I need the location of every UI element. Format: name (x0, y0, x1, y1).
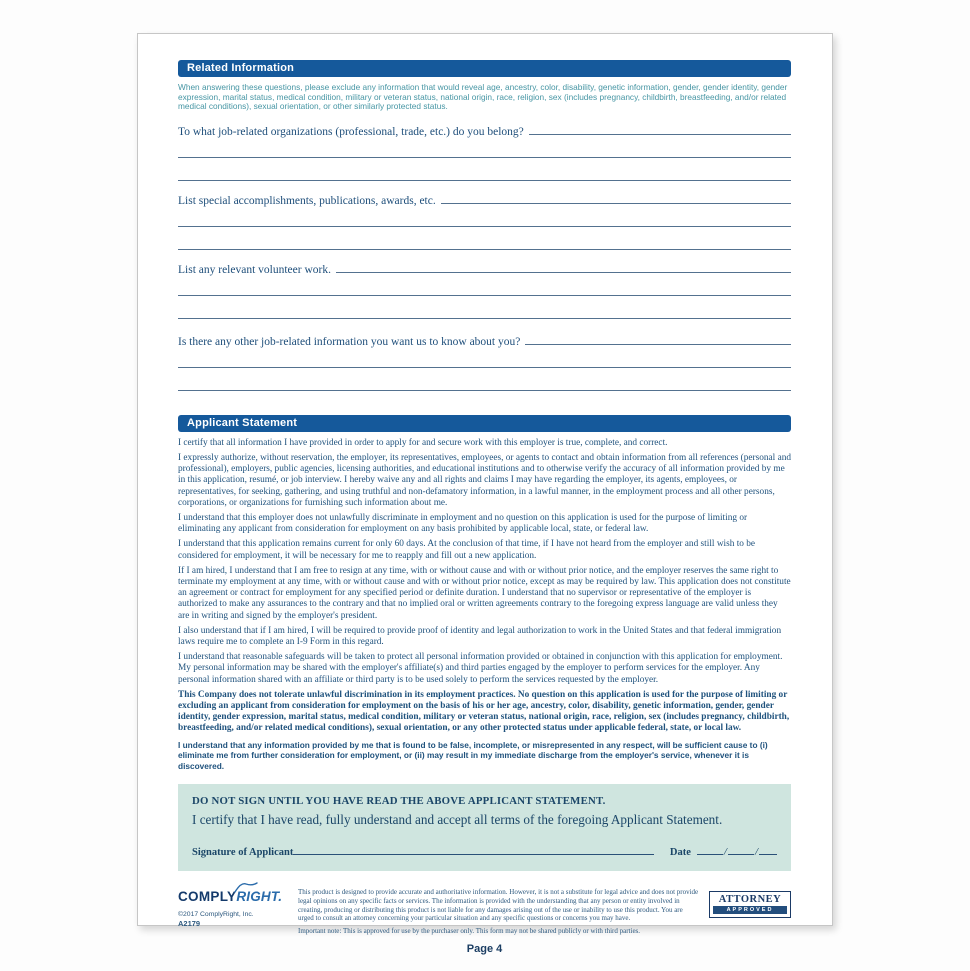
brand-name-comply: COMPLY (178, 889, 237, 905)
statement-paragraph: I certify that all information I have provided in order to apply for and secure work with this employer is true, complete, and correct. (178, 437, 668, 448)
page-number: Page 4 (466, 943, 503, 956)
signature-line[interactable] (293, 844, 654, 855)
related-information-header (178, 60, 791, 77)
answer-line[interactable] (178, 367, 791, 368)
signature-row (192, 844, 777, 858)
attorney-approved-badge (709, 891, 791, 918)
approved-label: APPROVED (713, 906, 787, 914)
brand-sku: A2179 (178, 919, 201, 929)
answer-line[interactable] (178, 295, 791, 296)
question-other-info-label: Is there any other job-related information you want us to know about you? (178, 335, 521, 348)
legal-disclaimer: This product is designed to provide accurate and authoritative information. However, it is not a substitute for legal advice and does not provide legal opinions on any specific facts or services. The information is provided with the understanding that any person or entity involved in creating, producing or distributing this product is not liable for any damages arising out of the use or inability to use this product. You are urged to consult an attorney concerning your particular situation and any specific questions or concerns you may have. (298, 888, 699, 923)
related-information-title: Related Information (187, 62, 295, 74)
legal-disclaimer-block (290, 888, 709, 935)
answer-line[interactable] (178, 318, 791, 319)
question-volunteer-work (178, 261, 791, 277)
statement-paragraph: I expressly authorize, without reservation, the employer, its representatives, employees, or agents to contact and obtain information from all references (personal and professional), employers, public agencies, licensing authorities, and educational institutions and to otherwise verify the accuracy of all information provided by me in this application, resumé, or job interview. I hereby waive any and all rights and claims I may have regarding the employer, its agents, employees, or representatives, for seeking, gathering, and using truthful and non-defamatory information, in a lawful manner, in the employment process and all other persons, corporations, or organizations for furnishing such information about me. (178, 452, 792, 508)
brand-copyright: ©2017 ComplyRight, Inc. (178, 911, 254, 919)
date-year-line[interactable] (759, 844, 777, 855)
statement-paragraph: I understand that reasonable safeguards will be taken to protect all personal information provided or obtained in conjunction with this application for employment. My personal information may be shared with the employer's affiliate(s) and third parties engaged by the employer to perform services for the employer. Any personal information shared with an affiliate or third party is to be used solely to perform the services requested by the employer. (178, 652, 783, 685)
date-separator: / (754, 846, 758, 859)
answer-line[interactable] (525, 333, 791, 345)
brand-name-right: RIGHT. (236, 889, 283, 905)
applicant-statement-title: Applicant Statement (187, 416, 298, 429)
answer-line[interactable] (336, 261, 791, 273)
applicant-statement-header (178, 415, 791, 432)
answer-line[interactable] (441, 192, 791, 204)
statement-paragraph: I also understand that if I am hired, I will be required to provide proof of identity and legal authorization to work in the United States and that federal immigration laws require me to complete an I-9 Form in this regard. (178, 625, 782, 648)
statement-paragraph: I understand that this application remains current for only 60 days. At the conclusion of that time, if I have not heard from the employer and still wish to be considered for employment, it will be necessary for me to reapply and fill out a new application. (178, 539, 756, 561)
applicant-statement-body (178, 438, 791, 772)
statement-nondiscrimination-paragraph: This Company does not tolerate unlawful discrimination in its employment practices. No question on this application is used for the purpose of limiting or excluding an applicant from consideration for employment on the basis of his or her age, ancestry, color, disability, genetic information, gender, gender identity, gender expression, marital status, medical condition, military or veteran status, national origin, race, religion, sex (includes pregnancy, childbirth, breastfeeding, and/or related medical conditions), sexual orientation, or any other protected status under applicable federal, state, or local law. (178, 689, 790, 734)
signature-box (178, 784, 791, 871)
attorney-label: ATTORNEY (718, 894, 782, 906)
question-accomplishments (178, 192, 791, 208)
form-sheet (137, 33, 833, 956)
related-information-intro: When answering these questions, please exclude any information that would reveal age, ancestry, color, disability, genetic information, gender, gender identity, gender expression, marital status, medical condition, military or veteran status, national origin, race, religion, sex (includes pregnancy, childbirth, breastfeeding, and/or related medical conditions), sexual orientation, or other similarly protected status. (178, 82, 788, 112)
date-day-line[interactable] (728, 844, 754, 855)
statement-paragraph: If I am hired, I understand that I am free to resign at any time, with or without cause and with or without prior notice, and the employer reserves the same right to terminate my employment at any time, with or without cause and with or without prior notice, except as may be required by law. This application does not constitute an agreement or contract for employment for any specified period or definite duration. I understand that no supervisor or representative of the employer is authorized to make any assurances to the contrary and that no implied oral or written agreements contrary to the foregoing express language are valid unless they are in writing and signed by the employer's president. (178, 565, 791, 621)
do-not-sign-warning: DO NOT SIGN UNTIL YOU HAVE READ THE ABOVE APPLICANT STATEMENT. (192, 795, 606, 808)
date-label: Date (669, 847, 691, 859)
statement-falsification-warning: I understand that any information provided by me that is found to be false, incomplete, or misrepresented in any respect, will be sufficient cause to (i) eliminate me from further consideration for employment, or (ii) may result in my immediate discharge from the employer's service, whenever it is discovered. (178, 739, 768, 771)
certify-statement: I certify that I have read, fully understand and accept all terms of the foregoing Applicant Statement. (192, 812, 723, 828)
answer-line[interactable] (178, 249, 791, 250)
important-note: Important note: This is approved for use by the purchaser only. This form may not be shared publicly or with third parties. (298, 926, 641, 935)
question-accomplishments-label: List special accomplishments, publications, awards, etc. (178, 194, 436, 207)
question-other-info (178, 333, 791, 349)
answer-line[interactable] (529, 123, 791, 135)
statement-paragraph: I understand that this employer does not unlawfully discriminate in employment and no question on this application is used for the purpose of limiting or eliminating any applicant from consideration for employment on any basis prohibited by applicable local, state, or federal law. (178, 513, 748, 535)
question-organizations-label: To what job-related organizations (professional, trade, etc.) do you belong? (178, 125, 524, 138)
answer-line[interactable] (178, 390, 791, 391)
signature-label: Signature of Applicant (192, 847, 294, 859)
answer-line[interactable] (178, 157, 791, 158)
question-organizations (178, 123, 791, 139)
date-separator: / (723, 846, 727, 859)
footer (178, 888, 791, 935)
complyright-logo (178, 888, 290, 928)
question-volunteer-work-label: List any relevant volunteer work. (178, 263, 331, 276)
answer-line[interactable] (178, 180, 791, 181)
complyright-swoosh-icon (234, 881, 258, 893)
date-month-line[interactable] (697, 844, 723, 855)
answer-line[interactable] (178, 226, 791, 227)
